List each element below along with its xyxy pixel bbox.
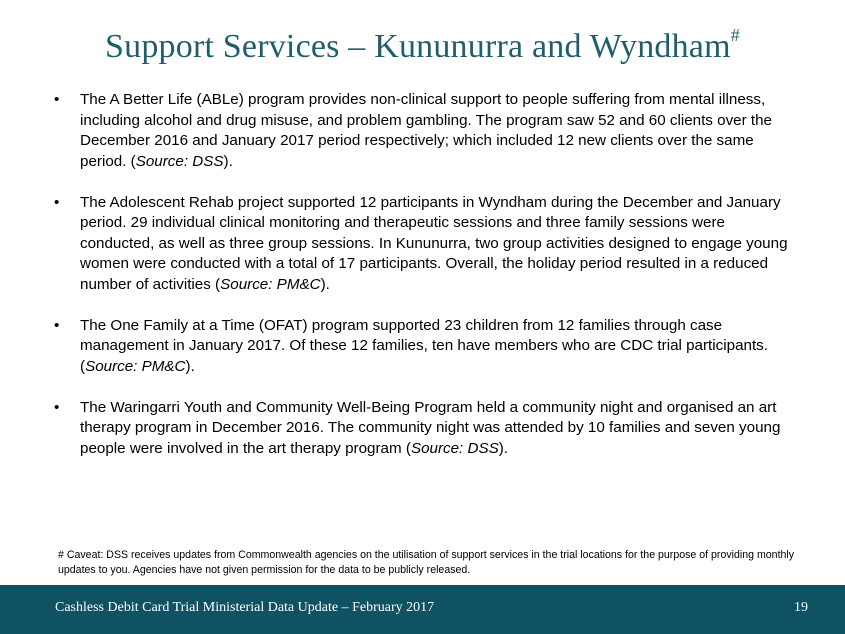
page-number: 19 — [794, 600, 808, 615]
title-marker: # — [730, 24, 740, 45]
bullet-end: ). — [223, 152, 233, 170]
bullet-end: ). — [185, 357, 195, 375]
page-title — [0, 24, 845, 66]
bullet-end: ). — [320, 275, 330, 293]
bullet-end: ). — [498, 439, 509, 457]
bullet-item — [54, 90, 794, 172]
bullet-glyph: • — [54, 316, 60, 334]
bullet-list — [54, 90, 794, 480]
bullet-glyph: • — [54, 398, 60, 416]
bullet-item — [54, 193, 794, 296]
caveat-footnote: # Caveat: DSS receives updates from Commonwealth agencies on the utilisation of support services in the trial locations for the purpose of providing monthly updates to you. Agencies have not given permission for the data to be publicly released. — [58, 549, 795, 576]
bullet-glyph: • — [54, 91, 60, 108]
bullet-source: Source: PM&C — [85, 357, 186, 375]
bullet-text: The One Family at a Time (OFAT) program supported 23 children from 12 families through case management in January 2017. Of these 12 families, ten have members who are CDC trial participants. ( — [80, 316, 768, 375]
bullet-text: The Adolescent Rehab project supported 12 participants in Wyndham during the December and January period. 29 individual clinical monitoring and therapeutic sessions and three family sessions were conducted, as well as three group sessions. In Kununurra, two group activities designed to engage young women were conducted with a total of 17 participants. Overall, the holiday period resulted in a reduced number of activities ( — [80, 193, 788, 293]
bullet-glyph: • — [54, 193, 60, 211]
bullet-source: Source: DSS — [410, 439, 499, 457]
bullet-source: Source: PM&C — [220, 275, 321, 293]
bullet-item — [54, 398, 794, 460]
bullet-text: The Waringarri Youth and Community Well-Being Program held a community night and organised an art therapy program in December 2016. The community night was attended by 10 families and seven young people were involved in the art therapy program ( — [80, 398, 781, 457]
title-text: Support Services – Kununurra and Wyndham — [105, 28, 731, 65]
bullet-item — [54, 316, 794, 378]
bullet-source: Source: DSS — [135, 152, 224, 170]
footer-text: Cashless Debit Card Trial Ministerial Data Update – February 2017 — [55, 600, 435, 615]
footer-bar — [0, 585, 845, 634]
bullet-text: The A Better Life (ABLe) program provides non-clinical support to people suffering from mental illness, including alcohol and drug misuse, and problem gambling. The program saw 52 and 60 clients over the December 2016 and January 2017 period respectively; which included 12 new clients over the same period. ( — [80, 91, 773, 170]
